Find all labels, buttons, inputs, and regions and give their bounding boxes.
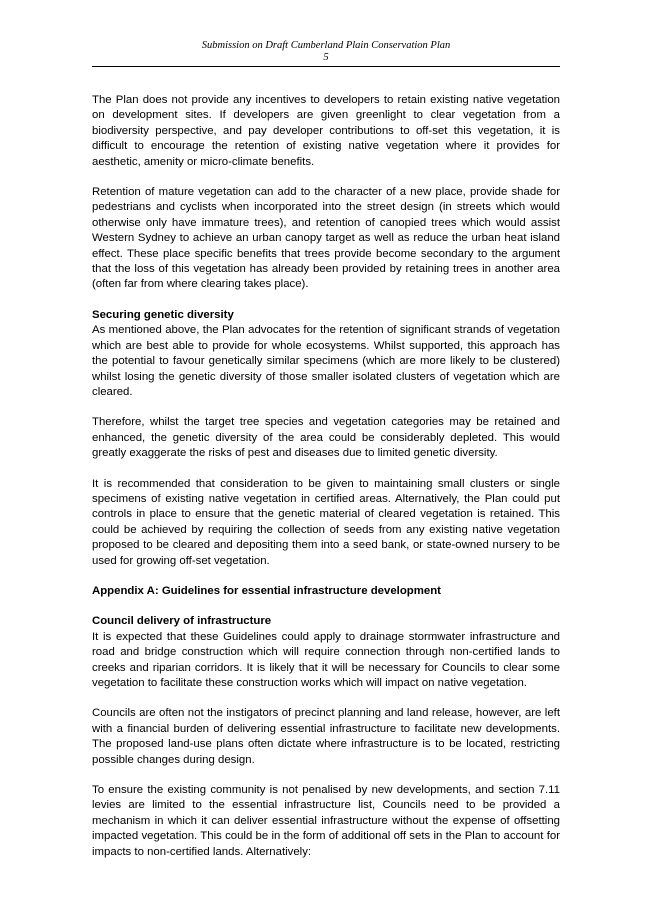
paragraph-mature-vegetation: Retention of mature vegetation can add to the character of a new place, provide shade for pedestrians and cyclists when incorporated into the street design (in streets which would otherwise only have immature trees), and retention of canopied trees which would assist Western Sydney to achieve an urban canopy target as well as reduce the urban heat island effect. These place specific benefits that trees provide become secondary to the argument that the loss of this vegetation has already been provided by retaining trees in another area (often far from where clearing takes place). xyxy=(92,186,560,291)
header-title: Submission on Draft Cumberland Plain Conservation Plan xyxy=(201,40,451,51)
paragraph-recommendation: It is recommended that consideration to be given to maintaining small clusters or single specimens of existing native vegetation in certified areas. Alternatively, the Plan could put controls in place to ensure that the genetic material of cleared vegetation is retained. This could be achieved by requiring the collection of seeds from any existing native vegetation proposed to be cleared and depositing them into a seed bank, or state-owned nursery to be used for growing off-set vegetation. xyxy=(92,477,560,567)
page-body xyxy=(92,93,560,875)
page-number: 5 xyxy=(323,52,329,63)
page-header xyxy=(92,40,560,67)
paragraph-levies: To ensure the existing community is not penalised by new developments, and section 7.11 levies are limited to the essential infrastructure list, Councils need to be provided a mechanism in which it can deliver essential infrastructure without the expense of offsetting impacted vegetation. This could be in the form of additional off sets in the Plan to account for impacts to non-certified lands. Alternatively: xyxy=(92,784,560,858)
heading-genetic-diversity: Securing genetic diversity xyxy=(92,308,234,321)
paragraph-guidelines-apply: It is expected that these Guidelines could apply to drainage stormwater infrastructure and road and bridge construction which will require connection through non-certified lands to creeks and riparian corridors. It is likely that it will be necessary for Councils to clear some vegetation to facilitate these construction works which will impact on native vegetation. xyxy=(92,630,560,689)
paragraph-genetic-depletion: Therefore, whilst the target tree species and vegetation categories may be retained and enhanced, the genetic diversity of the area could be considerably depleted. This would greatly exaggerate the risks of pest and diseases due to limited genetic diversity. xyxy=(92,416,560,460)
header-rule xyxy=(92,66,560,67)
heading-appendix-a: Appendix A: Guidelines for essential infrastructure development xyxy=(92,584,441,597)
paragraph-incentives: The Plan does not provide any incentives to developers to retain existing native vegetation on development sites. If developers are given greenlight to clear vegetation from a biodiversity perspective, and pay developer contributions to off-set this vegetation, it is difficult to encourage the retention of existing native vegetation where it provides for aesthetic, amenity or micro-climate benefits. xyxy=(92,94,560,168)
paragraph-financial-burden: Councils are often not the instigators of precinct planning and land release, however, are left with a financial burden of delivering essential infrastructure to facilitate new developments. The proposed land-use plans often dictate where infrastructure is to be located, restricting possible changes during design. xyxy=(92,707,560,766)
heading-council-delivery: Council delivery of infrastructure xyxy=(92,615,272,628)
paragraph-genetic-diversity: As mentioned above, the Plan advocates for the retention of significant strands of vegetation which are best able to provide for whole ecosystems. Whilst supported, this approach has the potential to favour genetically similar specimens (which are more likely to be clustered) whilst losing the genetic diversity of those smaller isolated clusters of vegetation which are cleared. xyxy=(92,324,560,398)
